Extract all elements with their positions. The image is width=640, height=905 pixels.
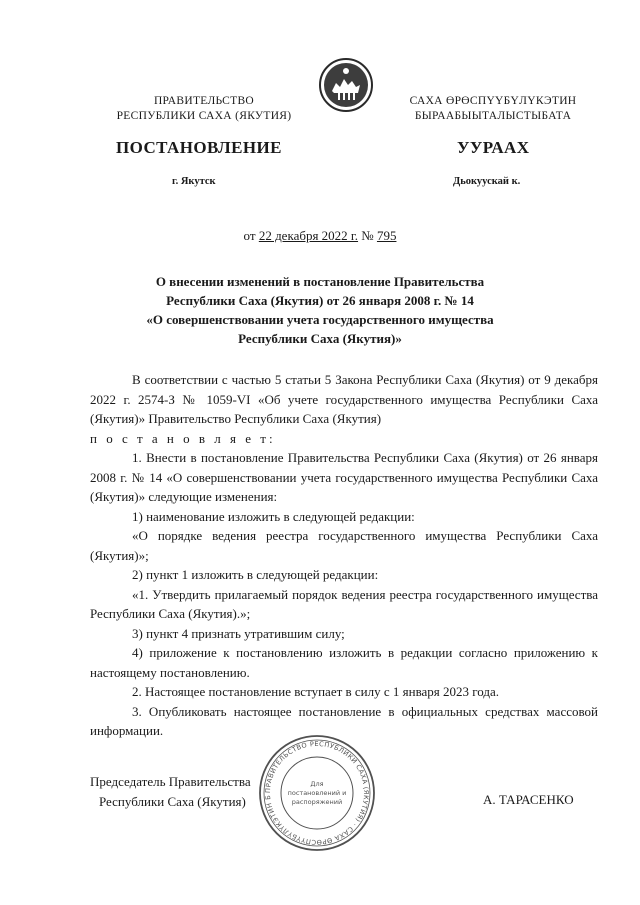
doc-number-label: № (361, 228, 374, 243)
header-left-line2: РЕСПУБЛИКИ САХА (ЯКУТИЯ) (116, 110, 292, 122)
paragraph-3: 3. Опубликовать настоящее постановление в официальных средствах массовой информации. (90, 703, 598, 738)
paragraph-1-2: 2) пункт 1 изложить в следующей редакции: (132, 567, 379, 582)
city-ru: г. Якутск (172, 176, 216, 187)
stamp-inner-line3: распоряжений (291, 798, 343, 806)
doc-type-ru: ПОСТАНОВЛЕНИЕ (116, 138, 282, 157)
stamp-inner-line1: Для (310, 780, 324, 788)
header-right-line1: САХА ӨРӨСПҮҮБҮЛҮКЭТИН (409, 95, 577, 107)
stamp-ring-text: ПРАВИТЕЛЬСТВО РЕСПУБЛИКИ САХА (ЯКУТИЯ) · САХА ӨРӨСПҮҮБҮЛҮКЭТИН Б (263, 739, 371, 847)
header-left (95, 94, 313, 124)
title-line-4: Республики Саха (Якутия)» (238, 331, 402, 346)
paragraph-1-3: 3) пункт 4 признать утратившим силу; (132, 625, 345, 641)
doc-body (90, 370, 598, 741)
paragraph-1-4: 4) приложение к постановлению изложить в редакции согласно приложению к настоящему постановлению. (90, 645, 598, 680)
paragraph-1: 1. Внести в постановление Правительства Республики Саха (Якутия) от 26 января 2008 г. № 14 «О совершенствовании учета государственного имущества Республики Саха (Якутия)» следующие изменения: (90, 450, 598, 504)
decree-word: п о с т а н о в л я е т: (90, 430, 276, 446)
city-sakha: Дьокуускай к. (453, 176, 521, 187)
title-line-2: Республики Саха (Якутия) от 26 января 2008 г. № 14 (166, 293, 474, 308)
doc-date: 22 декабря 2022 г. (258, 228, 359, 243)
header-left-line1: ПРАВИТЕЛЬСТВО (153, 95, 255, 107)
official-stamp (257, 733, 377, 853)
date-prefix: от (243, 228, 256, 243)
signature-position-line2: Республики Саха (Якутия) (99, 794, 246, 809)
header-right (378, 94, 608, 124)
signature-name: А. ТАРАСЕНКО (483, 792, 574, 807)
paragraph-1-1: 1) наименование изложить в следующей редакции: (132, 508, 415, 524)
signature-position-line1: Председатель Правительства (90, 774, 251, 789)
date-line (0, 228, 640, 244)
paragraph-1-2-quote: «1. Утвердить прилагаемый порядок ведения реестра государственного имущества Республики Саха (Якутия).»; (90, 586, 598, 621)
doc-title (90, 272, 550, 348)
paragraph-2: 2. Настоящее постановление вступает в силу с 1 января 2023 года. (132, 684, 500, 699)
title-line-1: О внесении изменений в постановление Правительства (155, 274, 485, 289)
doc-number: 795 (376, 228, 397, 243)
title-line-3: «О совершенствовании учета государственного имущества (146, 312, 494, 327)
emblem-icon (318, 57, 374, 113)
preamble: В соответствии с частью 5 статьи 5 Закона Республики Саха (Якутия) от 9 декабря 2022 г. 2574-З № 1059-VI «Об учете государственного имущества Республики Саха (Якутия)» Правительство Республики Саха (Якутия) (90, 372, 598, 426)
header-right-line2: БЫРААБЫЫТАЛЫСТЫБАТА (414, 110, 572, 122)
paragraph-1-1-quote: «О порядке ведения реестра государственного имущества Республики Саха (Якутия)»; (90, 528, 598, 563)
stamp-inner-line2: постановлений и (287, 789, 347, 797)
doc-type-sakha: УУРААХ (457, 138, 530, 157)
signature-position (90, 772, 251, 812)
